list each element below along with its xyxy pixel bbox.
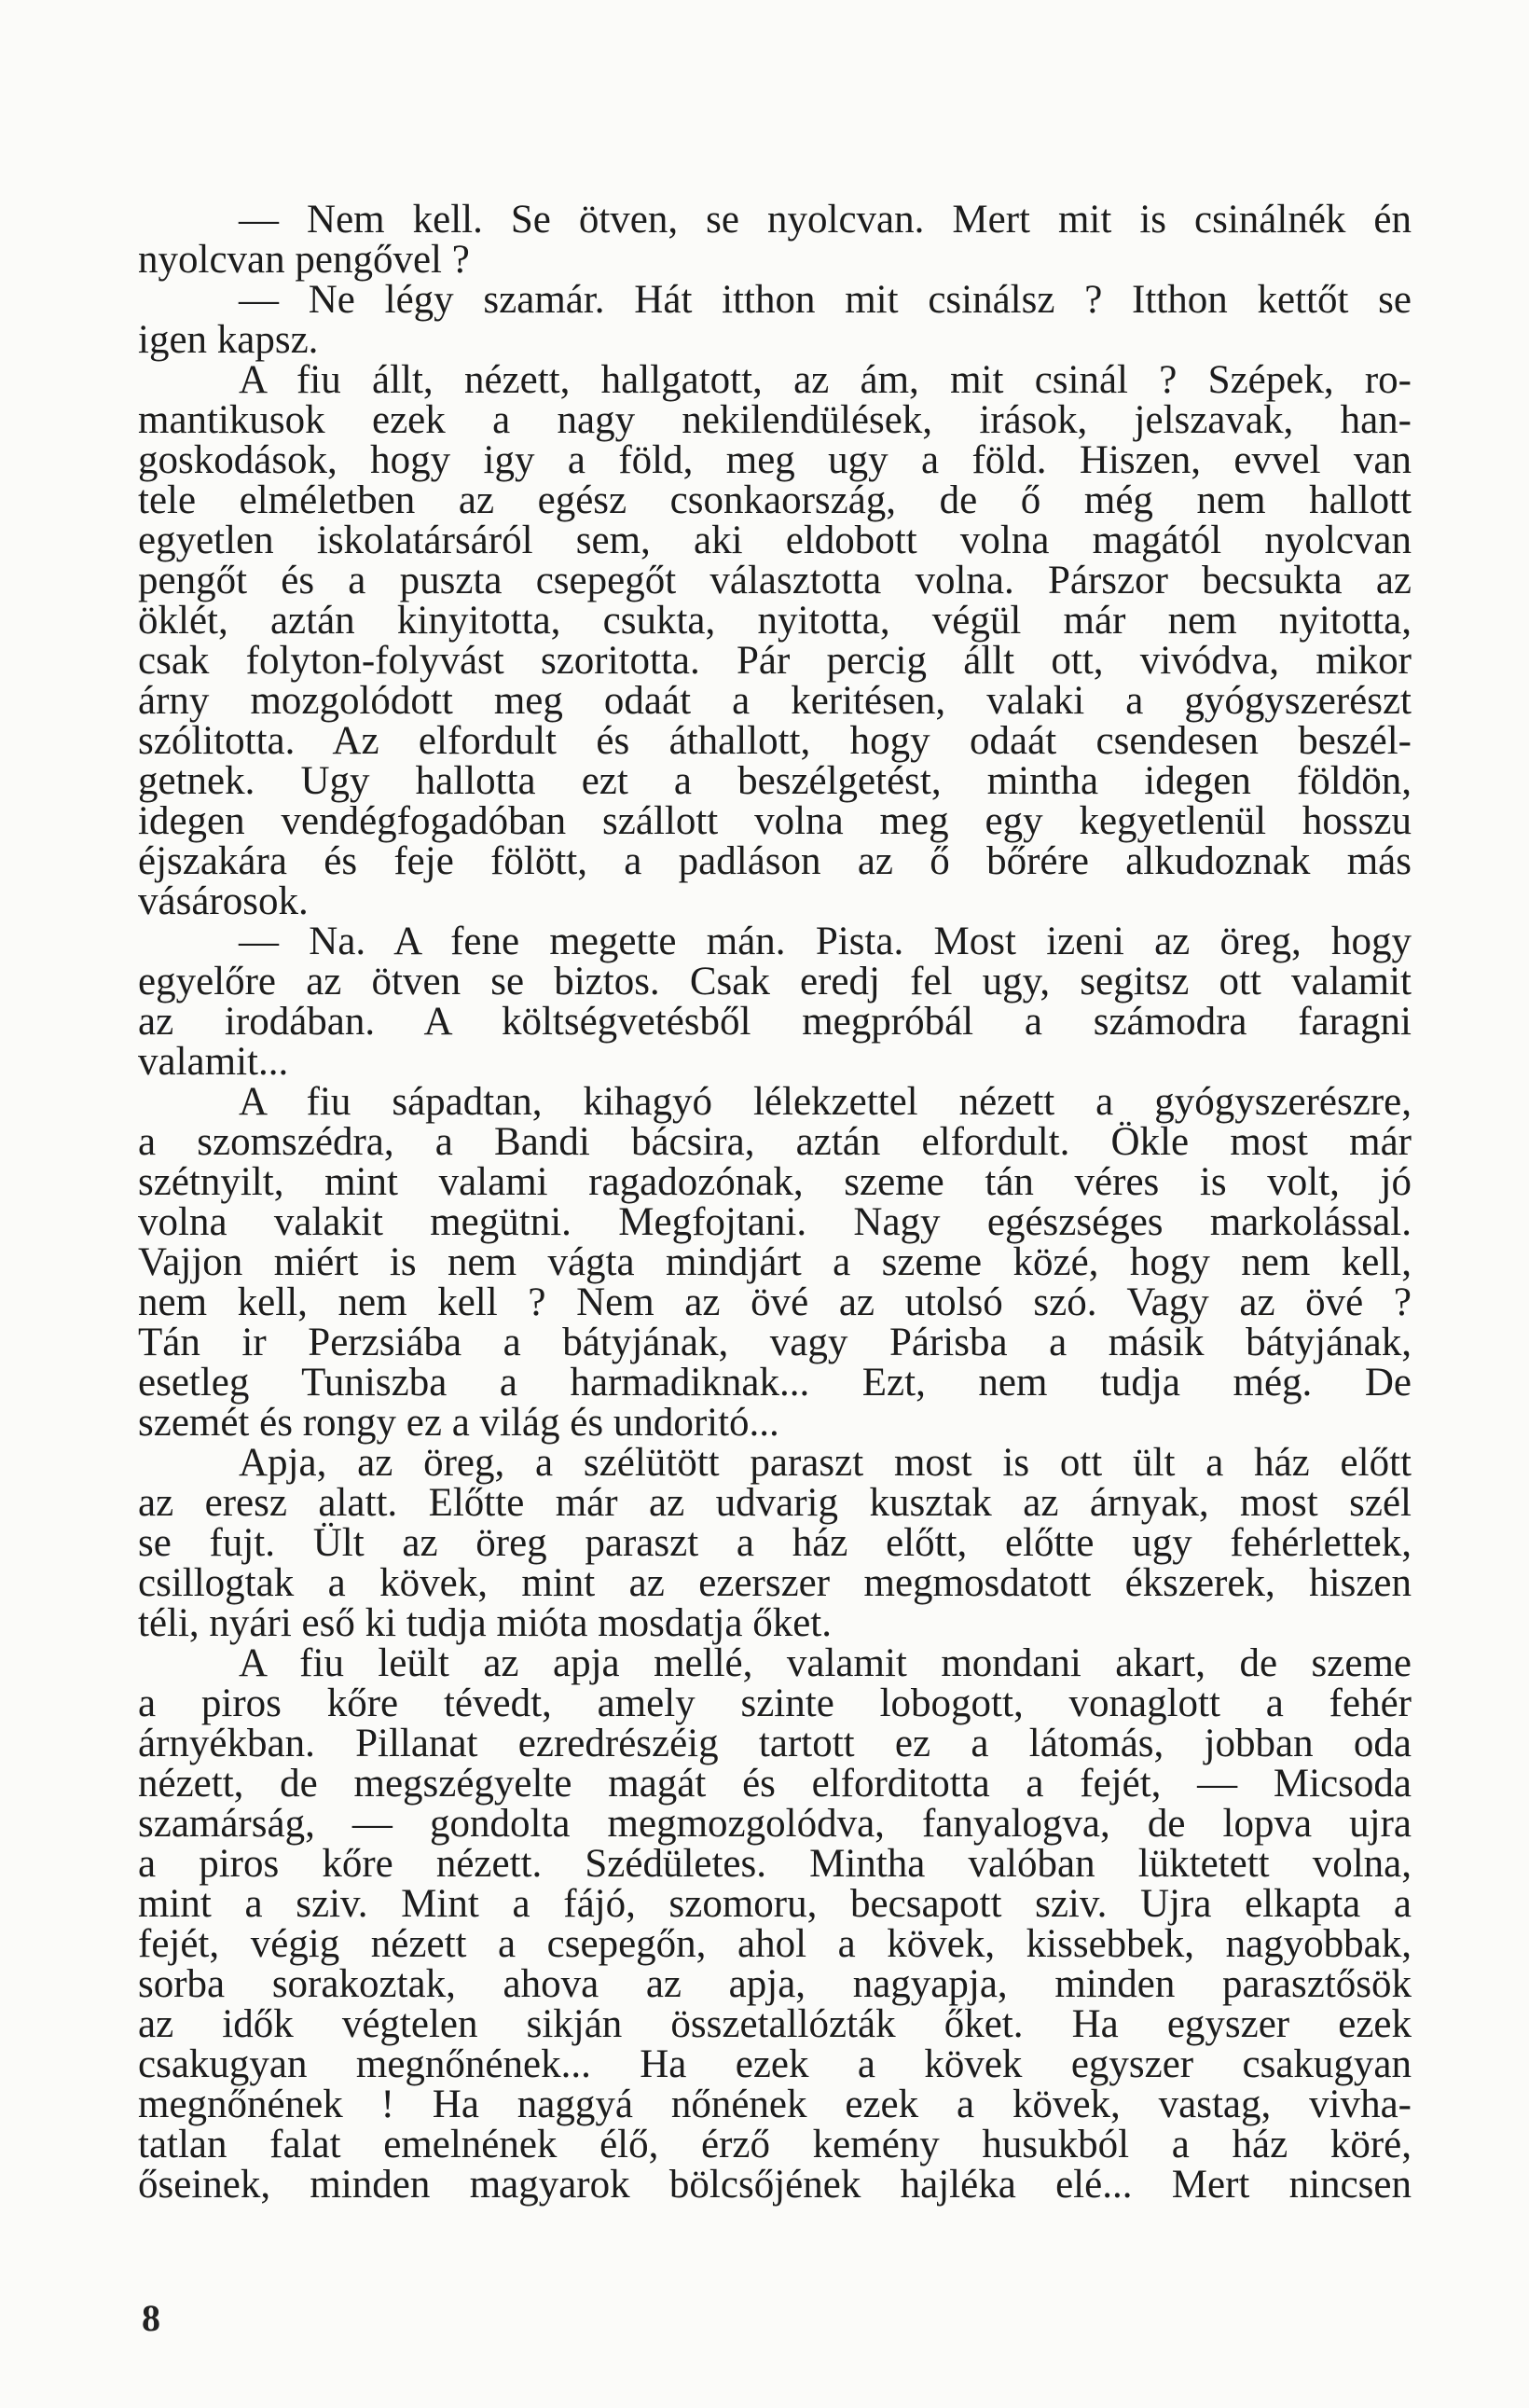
text-line: éjszakára és feje fölött, a padláson az ő bőrére alkudoznak más xyxy=(138,839,1412,883)
text-line: getnek. Ugy hallotta ezt a beszélgetést, mintha idegen földön, xyxy=(138,759,1412,803)
text-line: a piros kőre tévedt, amely szinte lobogott, vonaglott a fehér xyxy=(138,1681,1412,1725)
text-line: A fiu állt, nézett, hallgatott, az ám, mit csinál ? Szépek, ro- xyxy=(239,358,1412,402)
page-number: 8 xyxy=(142,2297,160,2339)
text-line: volna valakit megütni. Megfojtani. Nagy egészséges markolással. xyxy=(138,1200,1412,1244)
text-line: A fiu leült az apja mellé, valamit mondani akart, de szeme xyxy=(239,1641,1412,1685)
text-line: megnőnének ! Ha naggyá nőnének ezek a kövek, vastag, vivha- xyxy=(138,2083,1412,2126)
text-line: Tán ir Perzsiába a bátyjának, vagy Párisba a másik bátyjának, xyxy=(138,1321,1412,1364)
text-line: tatlan falat emelnének élő, érző kemény husukból a ház köré, xyxy=(138,2123,1412,2166)
paragraph xyxy=(138,200,1412,280)
text-line: goskodások, hogy igy a föld, meg ugy a föld. Hiszen, evvel van xyxy=(138,438,1412,482)
paragraph xyxy=(138,1643,1412,2205)
text-line: Vajjon miért is nem vágta mindjárt a szeme közé, hogy nem kell, xyxy=(138,1240,1412,1284)
text-line: az idők végtelen sikján összetallózták őket. Ha egyszer ezek xyxy=(138,2002,1412,2046)
text-line: árnyékban. Pillanat ezredrészéig tartott ez a látomás, jobban oda xyxy=(138,1722,1412,1765)
page-body-text xyxy=(138,200,1412,2205)
text-line: szólitotta. Az elfordult és áthallott, hogy odaát csendesen beszél- xyxy=(138,719,1412,763)
text-line: egyelőre az ötven se biztos. Csak eredj fel ugy, segitsz ott valamit xyxy=(138,960,1412,1003)
text-line: az irodában. A költségvetésből megpróbál a számodra faragni xyxy=(138,1000,1412,1044)
text-line: mint a sziv. Mint a fájó, szomoru, becsapott sziv. Ujra elkapta a xyxy=(138,1882,1412,1926)
paragraph xyxy=(138,1443,1412,1643)
text-line: — Nem kell. Se ötven, se nyolcvan. Mert mit is csinálnék én xyxy=(239,198,1412,242)
text-line: se fujt. Ült az öreg paraszt a ház előtt, előtte ugy fehérlettek, xyxy=(138,1521,1412,1565)
text-line: valamit... xyxy=(138,1040,289,1084)
text-line: esetleg Tuniszba a harmadiknak... Ezt, nem tudja még. De xyxy=(138,1361,1412,1405)
text-line: csakugyan megnőnének... Ha ezek a kövek egyszer csakugyan xyxy=(138,2042,1412,2086)
text-line: egyetlen iskolatársáról sem, aki eldobott volna magától nyolcvan xyxy=(138,519,1412,562)
text-line: csillogtak a kövek, mint az ezerszer megmosdatott ékszerek, hiszen xyxy=(138,1561,1412,1605)
text-line: sorba sorakoztak, ahova az apja, nagyapja, minden parasztősök xyxy=(138,1962,1412,2006)
text-line: pengőt és a puszta csepegőt választotta volna. Párszor becsukta az xyxy=(138,559,1412,602)
paragraph xyxy=(138,921,1412,1082)
text-line: öklét, aztán kinyitotta, csukta, nyitotta, végül már nem nyitotta, xyxy=(138,599,1412,643)
paragraph xyxy=(138,1082,1412,1443)
paragraph xyxy=(138,360,1412,921)
text-line: — Na. A fene megette mán. Pista. Most izeni az öreg, hogy xyxy=(239,920,1412,963)
text-line: a piros kőre nézett. Szédületes. Mintha valóban lüktetett volna, xyxy=(138,1842,1412,1886)
paragraph xyxy=(138,280,1412,360)
text-line: szemét és rongy ez a világ és undoritó... xyxy=(138,1401,779,1445)
text-line: igen kapsz. xyxy=(138,318,319,362)
text-line: — Ne légy szamár. Hát itthon mit csinálsz ? Itthon kettőt se xyxy=(239,278,1412,322)
text-line: tele elméletben az egész csonkaország, de ő még nem hallott xyxy=(138,478,1412,522)
text-line: árny mozgolódott meg odaát a keritésen, valaki a gyógyszerészt xyxy=(138,679,1412,723)
text-line: Apja, az öreg, a szélütött paraszt most is ott ült a ház előtt xyxy=(239,1441,1412,1485)
text-line: nem kell, nem kell ? Nem az övé az utolsó szó. Vagy az övé ? xyxy=(138,1280,1412,1324)
text-line: a szomszédra, a Bandi bácsira, aztán elfordult. Ökle most már xyxy=(138,1120,1412,1164)
text-line: idegen vendégfogadóban szállott volna meg egy kegyetlenül hosszu xyxy=(138,799,1412,843)
text-line: mantikusok ezek a nagy nekilendülések, irások, jelszavak, han- xyxy=(138,398,1412,442)
text-line: téli, nyári eső ki tudja mióta mosdatja őket. xyxy=(138,1601,832,1645)
text-line: őseinek, minden magyarok bölcsőjének hajléka elé... Mert nincsen xyxy=(138,2163,1412,2207)
text-line: vásárosok. xyxy=(138,879,309,923)
text-line: szétnyilt, mint valami ragadozónak, szeme tán véres is volt, jó xyxy=(138,1160,1412,1204)
text-line: fejét, végig nézett a csepegőn, ahol a kövek, kissebbek, nagyobbak, xyxy=(138,1922,1412,1966)
text-line: szamárság, — gondolta megmozgolódva, fanyalogva, de lopva ujra xyxy=(138,1802,1412,1846)
text-line: csak folyton-folyvást szoritotta. Pár percig állt ott, vivódva, mikor xyxy=(138,639,1412,683)
text-line: A fiu sápadtan, kihagyó lélekzettel nézett a gyógyszerészre, xyxy=(239,1080,1412,1124)
text-line: az eresz alatt. Előtte már az udvarig kusztak az árnyak, most szél xyxy=(138,1481,1412,1525)
text-line: nyolcvan pengővel ? xyxy=(138,238,470,282)
text-line: nézett, de megszégyelte magát és elforditotta a fejét, — Micsoda xyxy=(138,1762,1412,1806)
